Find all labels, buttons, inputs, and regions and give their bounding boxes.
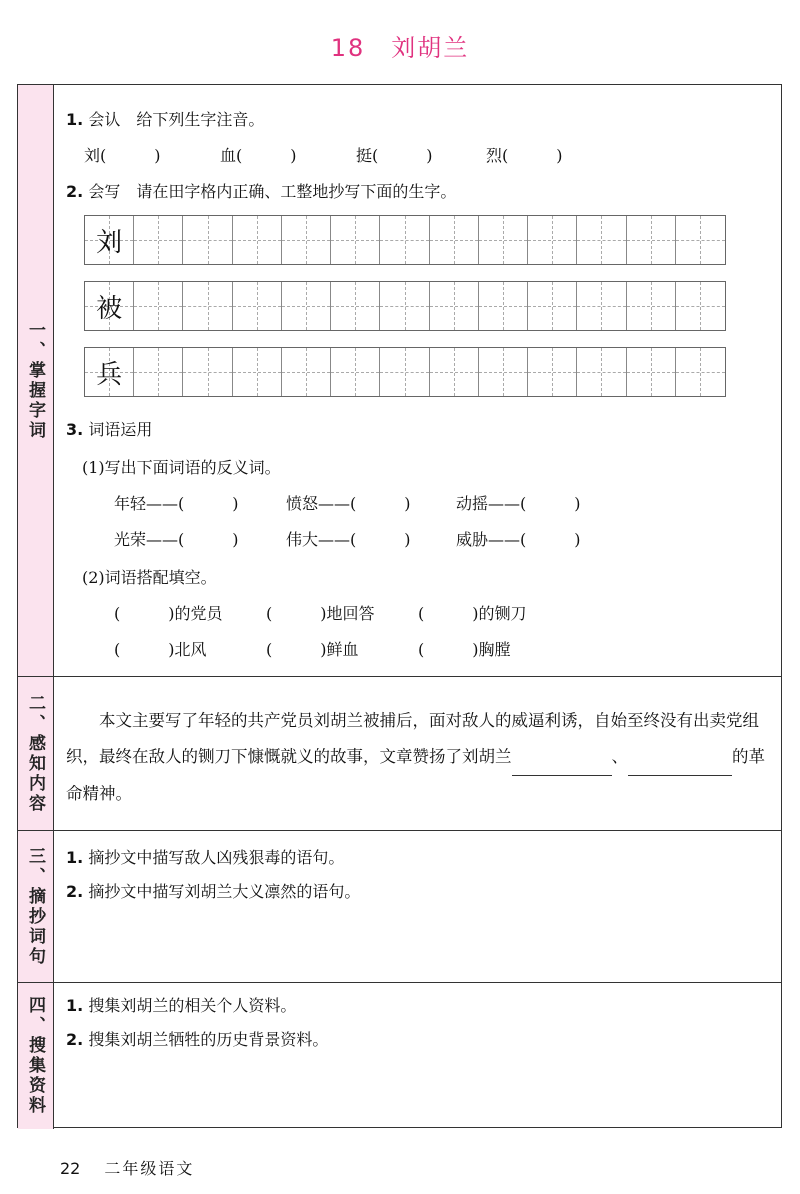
pinyin-item[interactable]: 烈( ) (486, 146, 563, 165)
answer-blank[interactable] (512, 739, 612, 776)
section-label: 一、掌握字词 (18, 85, 54, 676)
pair-item[interactable]: ( )的党员 (114, 604, 223, 623)
antonym-item[interactable]: 光荣——( ) (114, 530, 239, 549)
section-label: 二、感知内容 (18, 677, 54, 830)
pinyin-item[interactable]: 刘( ) (84, 146, 161, 165)
answer-blank[interactable] (628, 739, 732, 776)
section-research (18, 983, 781, 1129)
q3-sub1: (1)写出下面词语的反义词。 (82, 458, 281, 477)
task-item[interactable]: 2. 搜集刘胡兰牺牲的历史背景资料。 (66, 1030, 329, 1049)
lesson-number: 18 (330, 34, 366, 62)
pair-item[interactable]: ( )地回答 (266, 604, 375, 623)
pair-item[interactable]: ( )胸膛 (418, 640, 511, 659)
q2-heading: 2. 会写 请在田字格内正确、工整地抄写下面的生字。 (66, 182, 457, 201)
section-vocabulary (18, 85, 781, 677)
task-item[interactable]: 1. 搜集刘胡兰的相关个人资料。 (66, 996, 297, 1015)
grid-char: 被 (96, 293, 123, 324)
section-label: 四、搜集资料 (18, 983, 54, 1129)
task-item[interactable]: 2. 摘抄文中描写刘胡兰大义凛然的语句。 (66, 882, 361, 901)
antonym-item[interactable]: 愤怒——( ) (286, 494, 411, 513)
antonym-item[interactable]: 威胁——( ) (456, 530, 581, 549)
pair-item[interactable]: ( )北风 (114, 640, 207, 659)
lesson-name: 刘胡兰 (391, 34, 470, 62)
pinyin-item[interactable]: 血( ) (220, 146, 297, 165)
page-number: 22 (60, 1159, 81, 1178)
pair-item[interactable]: ( )鲜血 (266, 640, 359, 659)
summary-paragraph: 本文主要写了年轻的共产党员刘胡兰被捕后，面对敌人的威逼利诱，自始至终没有出卖党组织，最终在敌人的铡刀下慷慨就义的故事，文章赞扬了刘胡兰 、 的革命精神。 (66, 711, 765, 803)
writing-grid-row[interactable] (84, 347, 726, 397)
task-item[interactable]: 1. 摘抄文中描写敌人凶残狠毒的语句。 (66, 848, 345, 867)
writing-grid-row[interactable] (84, 215, 726, 265)
pinyin-item[interactable]: 挺( ) (356, 146, 433, 165)
q3-heading: 3. 词语运用 (66, 420, 153, 439)
section-excerpts (18, 831, 781, 983)
antonym-item[interactable]: 动摇——( ) (456, 494, 581, 513)
antonym-item[interactable]: 年轻——( ) (114, 494, 239, 513)
writing-grid-row[interactable] (84, 281, 726, 331)
pair-item[interactable]: ( )的铡刀 (418, 604, 527, 623)
section-label: 三、摘抄词句 (18, 831, 54, 982)
worksheet (17, 84, 782, 1128)
q1-heading: 1. 会认 给下列生字注音。 (66, 110, 265, 129)
book-subject: 二年级语文 (104, 1159, 195, 1178)
antonym-item[interactable]: 伟大——( ) (286, 530, 411, 549)
q3-sub2: (2)词语搭配填空。 (82, 568, 217, 587)
section-comprehension (18, 677, 781, 831)
page-footer (60, 1156, 194, 1179)
grid-char: 兵 (96, 359, 123, 390)
lesson-title (0, 28, 800, 63)
grid-char: 刘 (96, 227, 123, 258)
